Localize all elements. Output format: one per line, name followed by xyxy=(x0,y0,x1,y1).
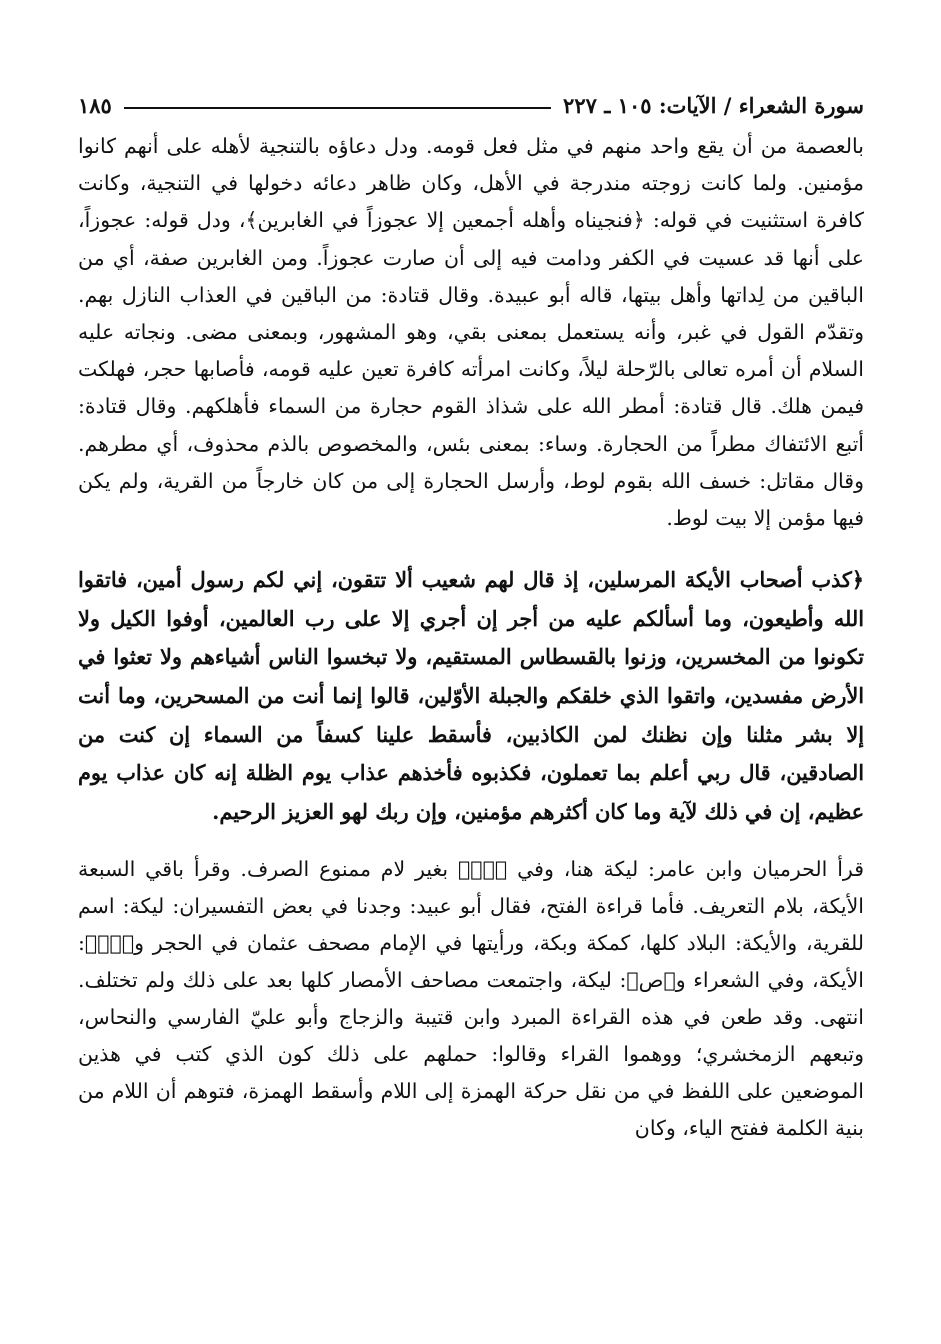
quran-verse-block: ﴿كذب أصحاب الأيكة المرسلين، إذ قال لهم شعيب ألا تتقون، إني لكم رسول أمين، فاتقوا الله وأطيعون، وما أسألكم عليه من أجر إن أجري إلا على رب العالمين، أوفوا الكيل ولا تكونوا من المخسرين، وزنوا بالقسطاس المستقيم، ولا تبخسوا الناس أشياءهم ولا تعثوا في الأرض مفسدين، واتقوا الذي خلقكم والجبلة الأوّلين، قالوا إنما أنت من المسحرين، وما أنت إلا بشر مثلنا وإن نظنك لمن الكاذبين، فأسقط علينا كسفاً من السماء إن كنت من الصادقين، قال ربي أعلم بما تعملون، فكذبوه فأخذهم عذاب يوم الظلة إنه كان عذاب يوم عظيم، إن في ذلك لآية وما كان أكثرهم مؤمنين، وإن ربك لهو العزيز الرحيم. xyxy=(78,567,864,824)
book-page xyxy=(78,88,864,1147)
page-number: ١٨٥ xyxy=(78,92,112,118)
readings-paragraph: قرأ الحرميان وابن عامر: ليكة هنا، وفي ﴿صۤ﴾ بغير لام ممنوع الصرف. وقرأ باقي السبعة الأيكة، بلام التعريف. فأما قراءة الفتح، فقال أبو عبيد: وجدنا في بعض التفسيران: ليكة: اسم للقرية، والأيكة: البلاد كلها، كمكة وبكة، ورأيتها في الإمام مصحف عثمان في الحجر و﴿قۤ﴾: الأيكة، وفي الشعراء و﴿ص﴾: ليكة، واجتمعت مصاحف الأمصار كلها بعد على ذلك ولم تختلف. انتهى. وقد طعن في هذه القراءة المبرد وابن قتيبة والزجاج وأبو عليّ الفارسي والنحاس، وتبعهم الزمخشري؛ ووهموا القراء وقالوا: حملهم على ذلك كون الذي كتب في هذين الموضعين على اللفظ في من نقل حركة الهمزة إلى اللام وأسقط الهمزة، فتوهم أن اللام من بنية الكلمة ففتح الياء، وكان xyxy=(78,857,864,1141)
running-header xyxy=(78,88,864,122)
header-rule xyxy=(124,107,551,109)
surah-title: سورة الشعراء / الآيات: ١٠٥ ـ ٢٢٧ xyxy=(563,92,864,118)
commentary-paragraph: بالعصمة من أن يقع واحد منهم في مثل فعل قومه. ودل دعاؤه بالتنجية لأهله على أنهم كانوا مؤمنين. ولما كانت زوجته مندرجة في الأهل، وكان ظاهر دعائه دخولها في التنجية، وكانت كافرة استثنيت في قوله: ﴿فنجيناه وأهله أجمعين إلا عجوزاً في الغابرين﴾، ودل قوله: عجوزاً، على أنها قد عسيت في الكفر ودامت فيه إلى أن صارت عجوزاً. ومن الغابرين صفة، أي من الباقين من لِداتها وأهل بيتها، قاله أبو عبيدة. وقال قتادة: من الباقين في العذاب النازل بهم. وتقدّم القول في غبر، وأنه يستعمل بمعنى بقي، وهو المشهور، وبمعنى مضى. ونجاته عليه السلام أن أمره تعالى بالرّحلة ليلاً، وكانت امرأته كافرة تعين عليه قومه، فأصابها حجر، فهلكت فيمن هلك. قال قتادة: أمطر الله على شذاذ القوم حجارة من السماء فأهلكهم. وقال قتادة: أتبع الائتفاك مطراً من الحجارة. وساء: بمعنى بئس، والمخصوص بالذم محذوف، أي مطرهم. وقال مقاتل: خسف الله بقوم لوط، وأرسل الحجارة إلى من كان خارجاً من القرية، ولم يكن فيها مؤمن إلا بيت لوط. xyxy=(78,134,864,531)
